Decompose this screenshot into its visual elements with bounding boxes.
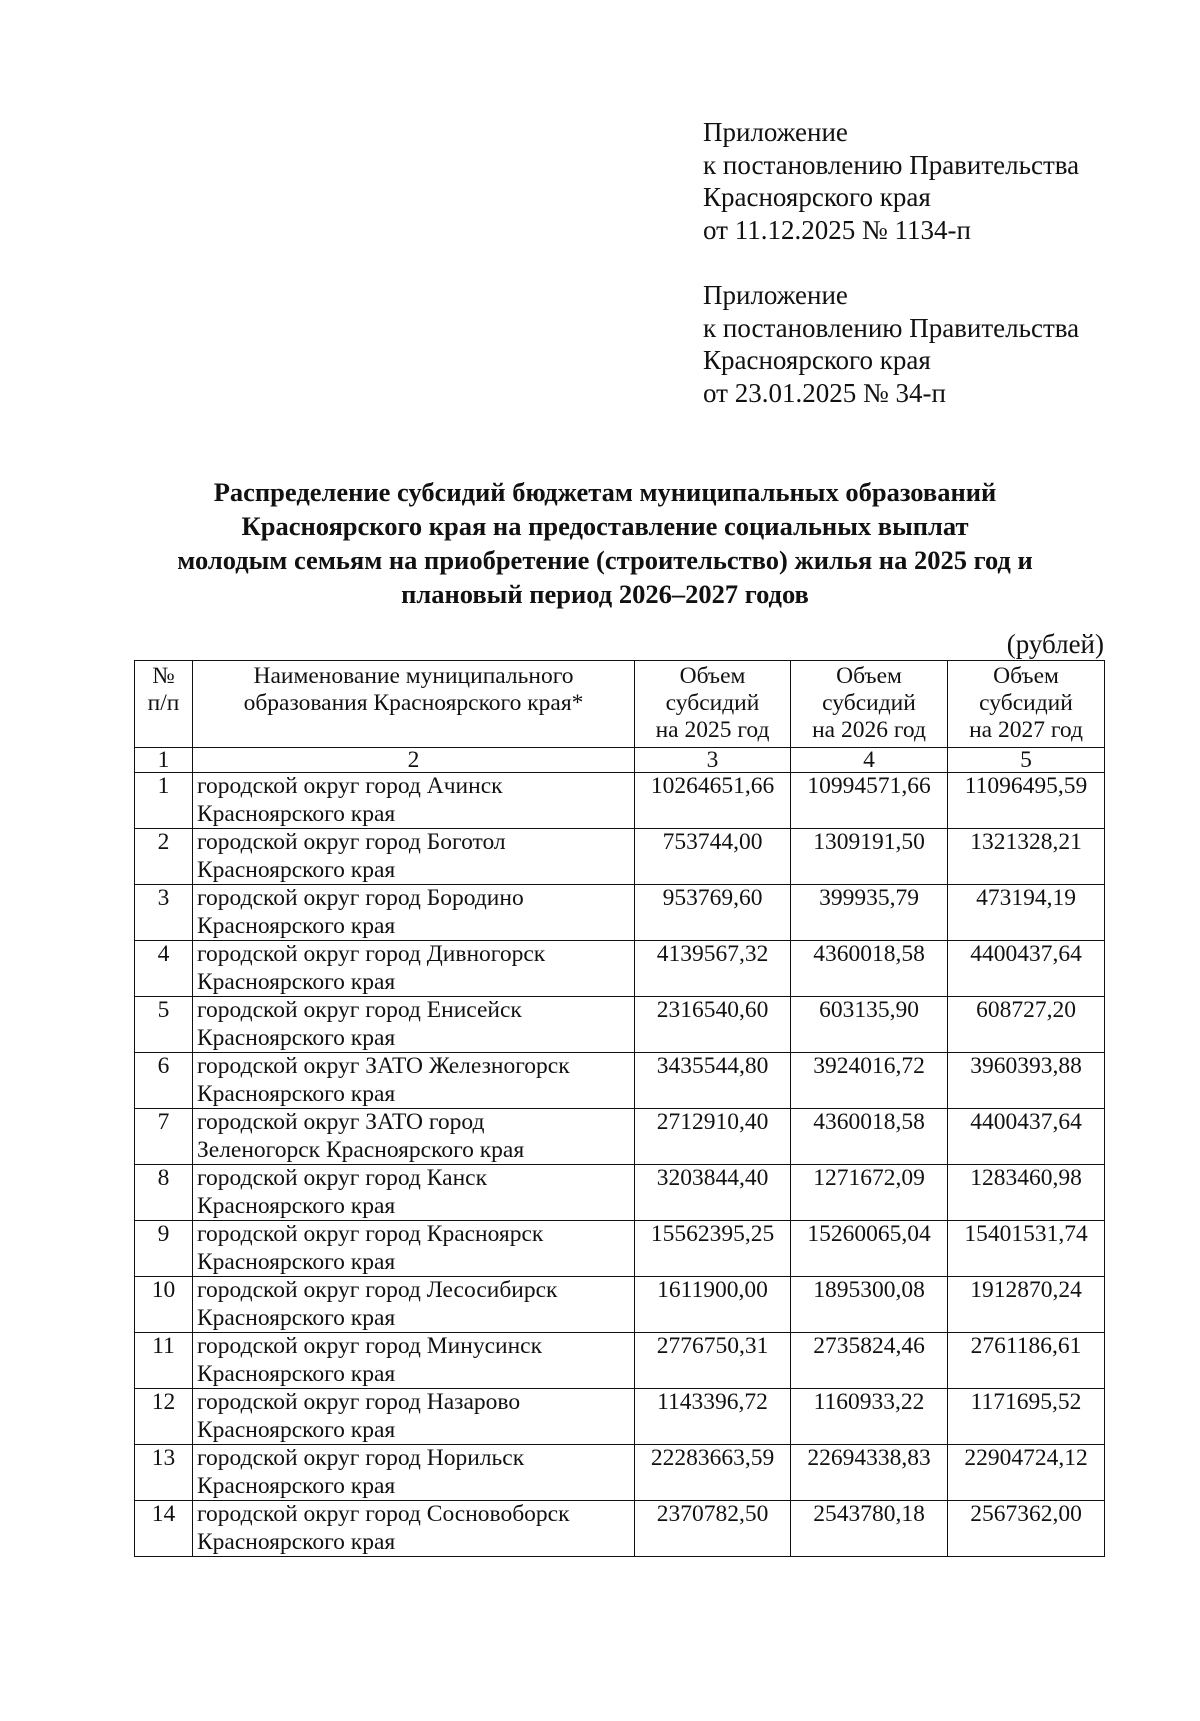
subsidy-2026-value: 4360018,58 <box>791 1109 948 1165</box>
table-row <box>135 1109 1105 1165</box>
row-number: 8 <box>135 1165 193 1221</box>
subsidy-2025-value: 1143396,72 <box>635 1389 791 1445</box>
municipality-name-line: городской округ город Назарово <box>197 1389 521 1415</box>
municipality-name-line: Красноярского края <box>197 856 396 883</box>
header-subsidy-2025: Объем субсидий на 2025 год <box>635 661 791 748</box>
municipality-name-line: городской округ город Красноярск <box>197 1221 544 1247</box>
table-row <box>135 773 1105 829</box>
subsidy-2026-value: 1160933,22 <box>791 1389 948 1445</box>
row-number: 9 <box>135 1221 193 1277</box>
municipality-name-line: Красноярского края <box>197 1472 396 1499</box>
table-header-row <box>135 661 1105 748</box>
row-number: 12 <box>135 1389 193 1445</box>
subsidy-2027-value: 15401531,74 <box>948 1221 1105 1277</box>
subsidy-2026-value: 399935,79 <box>791 885 948 941</box>
municipality-name-line: городской округ город Сосновоборск <box>197 1501 570 1527</box>
row-number: 7 <box>135 1109 193 1165</box>
subsidy-2025-value: 4139567,32 <box>635 941 791 997</box>
row-number: 1 <box>135 773 193 829</box>
municipality-name <box>193 1445 635 1501</box>
row-number: 13 <box>135 1445 193 1501</box>
document-title <box>130 475 1080 611</box>
table-row <box>135 1389 1105 1445</box>
table-row <box>135 997 1105 1053</box>
subsidy-2025-value: 1611900,00 <box>635 1277 791 1333</box>
municipality-name <box>193 1165 635 1221</box>
appendix-current-line-4: от 11.12.2025 № 1134-п <box>703 214 971 245</box>
column-number-5: 5 <box>948 748 1105 773</box>
appendix-original-block <box>703 279 1173 409</box>
municipality-name <box>193 885 635 941</box>
municipality-name <box>193 1333 635 1389</box>
municipality-name-line: Красноярского края <box>197 1528 396 1555</box>
municipality-name-line: Красноярского края <box>197 800 396 827</box>
municipality-name-line: городской округ ЗАТО Железногорск <box>197 1053 570 1079</box>
subsidy-2026-value: 10994571,66 <box>791 773 948 829</box>
title-line-4: плановый период 2026–2027 годов <box>401 579 809 609</box>
column-number-row <box>135 748 1105 773</box>
municipality-name-line: городской округ ЗАТО город <box>197 1109 485 1135</box>
subsidy-2025-value: 2316540,60 <box>635 997 791 1053</box>
subsidy-2027-value: 4400437,64 <box>948 941 1105 997</box>
column-number-2: 2 <box>193 748 635 773</box>
header-number: № п/п <box>135 661 193 748</box>
subsidy-2026-value: 22694338,83 <box>791 1445 948 1501</box>
row-number: 2 <box>135 829 193 885</box>
municipality-name <box>193 941 635 997</box>
table-row <box>135 1333 1105 1389</box>
municipality-name-line: Красноярского края <box>197 968 396 995</box>
table-row <box>135 1053 1105 1109</box>
table-row <box>135 1165 1105 1221</box>
subsidy-2025-value: 2712910,40 <box>635 1109 791 1165</box>
column-number-3: 3 <box>635 748 791 773</box>
subsidy-table <box>134 660 1105 1557</box>
municipality-name <box>193 1109 635 1165</box>
title-line-2: Красноярского края на предоставление социальных выплат <box>241 511 969 541</box>
municipality-name-line: Красноярского края <box>197 1360 396 1387</box>
municipality-name-line: Красноярского края <box>197 1024 396 1051</box>
column-number-1: 1 <box>135 748 193 773</box>
subsidy-2025-value: 15562395,25 <box>635 1221 791 1277</box>
municipality-name-line: Зеленогорск Красноярского края <box>197 1136 525 1163</box>
header-subsidy-2027: Объем субсидий на 2027 год <box>948 661 1105 748</box>
subsidy-2026-value: 2735824,46 <box>791 1333 948 1389</box>
subsidy-2027-value: 1171695,52 <box>948 1389 1105 1445</box>
subsidy-2025-value: 2776750,31 <box>635 1333 791 1389</box>
table-row <box>135 1277 1105 1333</box>
subsidy-2026-value: 1271672,09 <box>791 1165 948 1221</box>
row-number: 6 <box>135 1053 193 1109</box>
subsidy-2025-value: 2370782,50 <box>635 1501 791 1557</box>
row-number: 3 <box>135 885 193 941</box>
subsidy-2027-value: 2761186,61 <box>948 1333 1105 1389</box>
municipality-name-line: городской округ город Лесосибирск <box>197 1277 558 1303</box>
subsidy-2026-value: 4360018,58 <box>791 941 948 997</box>
municipality-name <box>193 997 635 1053</box>
table-row <box>135 1501 1105 1557</box>
appendix-current-line-1: Приложение <box>703 117 848 147</box>
table-body <box>135 773 1105 1557</box>
subsidy-2026-value: 1895300,08 <box>791 1277 948 1333</box>
appendix-current-line-3: Красноярского края <box>703 182 931 212</box>
municipality-name <box>193 1053 635 1109</box>
header-municipality-name: Наименование муниципального образования Красноярского края* <box>193 661 635 748</box>
municipality-name-line: городской округ город Боготол <box>197 829 506 855</box>
title-line-3: молодым семьям на приобретение (строительство) жилья на 2025 год и <box>177 545 1033 575</box>
subsidy-2027-value: 2567362,00 <box>948 1501 1105 1557</box>
appendix-original-line-1: Приложение <box>703 280 848 310</box>
subsidy-2027-value: 4400437,64 <box>948 1109 1105 1165</box>
subsidy-2026-value: 603135,90 <box>791 997 948 1053</box>
table-row <box>135 941 1105 997</box>
municipality-name-line: городской округ город Бородино <box>197 885 524 911</box>
subsidy-2027-value: 1321328,21 <box>948 829 1105 885</box>
municipality-name-line: городской округ город Норильск <box>197 1445 525 1471</box>
table-row <box>135 1445 1105 1501</box>
municipality-name <box>193 1389 635 1445</box>
table-row <box>135 829 1105 885</box>
column-number-4: 4 <box>791 748 948 773</box>
header-subsidy-2026: Объем субсидий на 2026 год <box>791 661 948 748</box>
subsidy-2025-value: 953769,60 <box>635 885 791 941</box>
subsidy-2025-value: 22283663,59 <box>635 1445 791 1501</box>
municipality-name-line: городской округ город Канск <box>197 1165 487 1191</box>
subsidy-2026-value: 15260065,04 <box>791 1221 948 1277</box>
municipality-name-line: Красноярского края <box>197 1416 396 1443</box>
subsidy-2026-value: 3924016,72 <box>791 1053 948 1109</box>
municipality-name <box>193 1221 635 1277</box>
appendix-original-line-2: к постановлению Правительства <box>703 312 1080 343</box>
municipality-name <box>193 1277 635 1333</box>
subsidy-2027-value: 11096495,59 <box>948 773 1105 829</box>
appendix-current-line-2: к постановлению Правительства <box>703 149 1080 180</box>
municipality-name-line: Красноярского края <box>197 1192 396 1219</box>
municipality-name-line: городской округ город Минусинск <box>197 1333 542 1359</box>
row-number: 5 <box>135 997 193 1053</box>
table-row <box>135 885 1105 941</box>
row-number: 14 <box>135 1501 193 1557</box>
subsidy-2027-value: 473194,19 <box>948 885 1105 941</box>
subsidy-2026-value: 2543780,18 <box>791 1501 948 1557</box>
row-number: 10 <box>135 1277 193 1333</box>
subsidy-2025-value: 3203844,40 <box>635 1165 791 1221</box>
municipality-name-line: Красноярского края <box>197 1080 396 1107</box>
subsidy-2027-value: 1912870,24 <box>948 1277 1105 1333</box>
appendix-original-line-4: от 23.01.2025 № 34-п <box>703 377 946 408</box>
municipality-name-line: городской округ город Ачинск <box>197 773 503 799</box>
subsidy-2026-value: 1309191,50 <box>791 829 948 885</box>
subsidy-2025-value: 3435544,80 <box>635 1053 791 1109</box>
units-label: (рублей) <box>1006 629 1104 659</box>
municipality-name-line: городской округ город Дивногорск <box>197 941 546 967</box>
municipality-name <box>193 1501 635 1557</box>
subsidy-2025-value: 753744,00 <box>635 829 791 885</box>
subsidy-2027-value: 1283460,98 <box>948 1165 1105 1221</box>
subsidy-2027-value: 3960393,88 <box>948 1053 1105 1109</box>
title-line-1: Распределение субсидий бюджетам муниципальных образований <box>213 477 997 507</box>
municipality-name-line: Красноярского края <box>197 1304 396 1331</box>
municipality-name-line: Красноярского края <box>197 912 396 939</box>
subsidy-2025-value: 10264651,66 <box>635 773 791 829</box>
row-number: 4 <box>135 941 193 997</box>
subsidy-2027-value: 608727,20 <box>948 997 1105 1053</box>
subsidy-2027-value: 22904724,12 <box>948 1445 1105 1501</box>
municipality-name-line: городской округ город Енисейск <box>197 997 522 1023</box>
row-number: 11 <box>135 1333 193 1389</box>
appendix-original-line-3: Красноярского края <box>703 345 931 375</box>
municipality-name <box>193 829 635 885</box>
municipality-name <box>193 773 635 829</box>
table-row <box>135 1221 1105 1277</box>
appendix-current-block <box>703 116 1173 246</box>
municipality-name-line: Красноярского края <box>197 1248 396 1275</box>
